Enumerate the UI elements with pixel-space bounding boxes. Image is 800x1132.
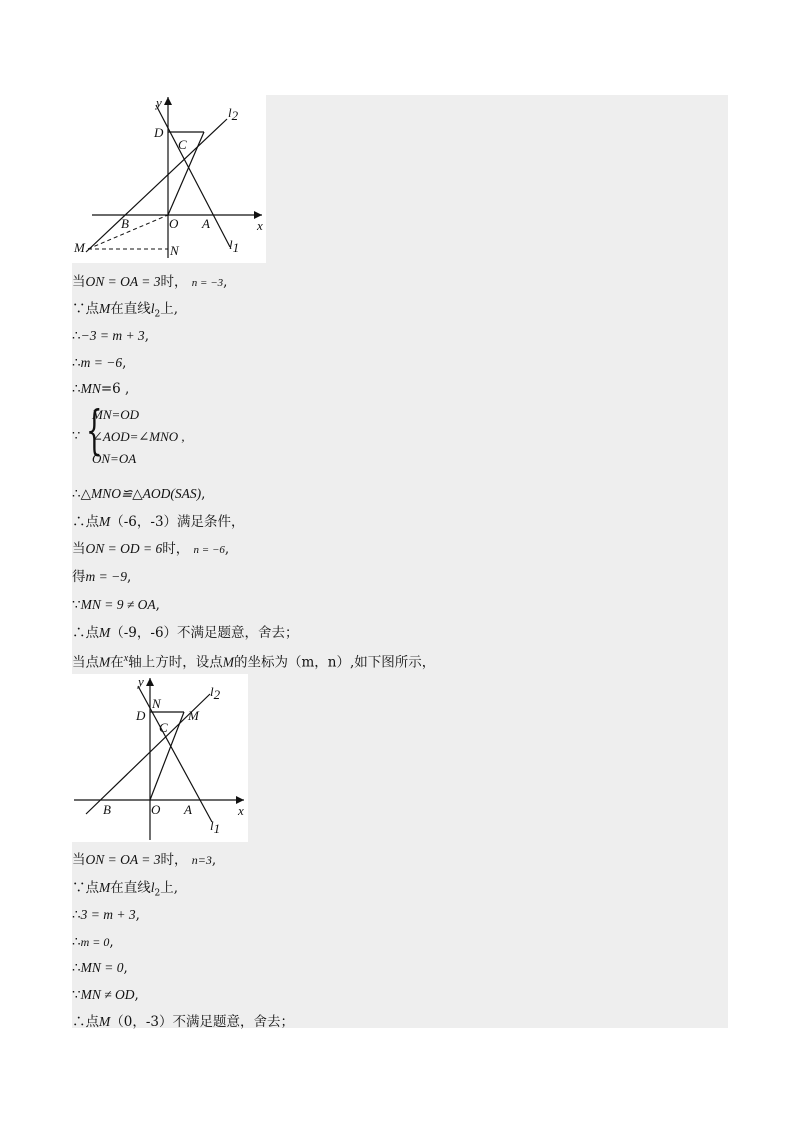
brace: { xyxy=(86,401,103,461)
label-l1: l1 xyxy=(210,818,221,836)
label-x: x xyxy=(238,803,244,818)
label-y: y xyxy=(156,95,162,110)
line-4: ∴m = −6, xyxy=(72,355,127,371)
label-d: D xyxy=(136,708,146,723)
label-b: B xyxy=(103,802,111,817)
line-14: ∵点M在直线$l_2$上, xyxy=(72,880,179,899)
line-2: ∵点M在直线$l_2$上, xyxy=(72,301,179,320)
line-5: ∴MN=6 , xyxy=(72,381,130,397)
label-d: D xyxy=(154,125,164,140)
figure-2 xyxy=(72,674,248,842)
label-b: B xyxy=(121,216,129,231)
label-l2: l2 xyxy=(228,105,239,123)
line-3: ∴−3 = m + 3, xyxy=(72,328,149,344)
line-l1 xyxy=(138,686,212,822)
label-o: O xyxy=(151,802,161,817)
because-symbol: ∵ xyxy=(72,429,81,444)
system-row-2: ∠AOD=∠MNO , xyxy=(92,429,185,444)
line-18: ∵MN ≠ OD, xyxy=(72,987,139,1003)
equation-system xyxy=(72,401,272,471)
line-6: ∴△MNO≌△AOD(SAS), xyxy=(72,486,206,502)
line-13: 当ON = OA = 3时， n=3, xyxy=(72,852,217,868)
label-l2: l2 xyxy=(210,684,221,702)
y-axis-arrow xyxy=(164,97,172,105)
label-l1: l1 xyxy=(229,237,240,255)
line-17: ∴MN = 0, xyxy=(72,960,128,976)
label-m: M xyxy=(188,708,199,723)
label-y: y xyxy=(138,674,144,689)
label-n: N xyxy=(152,696,161,711)
label-a: A xyxy=(184,802,192,817)
system-row-1: MN=OD xyxy=(92,407,140,422)
line-1: 当ON = OA = 3时， n = −3, xyxy=(72,274,228,290)
line-10: ∵MN = 9 ≠ OA, xyxy=(72,597,160,613)
label-c: C xyxy=(178,137,187,152)
label-o: O xyxy=(169,216,179,231)
label-c: C xyxy=(159,720,168,735)
figure-1-diagram xyxy=(72,95,266,263)
label-n: N xyxy=(170,243,179,258)
label-x: x xyxy=(257,218,263,233)
figure-1 xyxy=(72,95,266,263)
label-a: A xyxy=(202,216,210,231)
line-7: ∴点M（-6，-3）满足条件， xyxy=(72,514,245,530)
line-11: ∴点M（-9，-6）不满足题意，舍去； xyxy=(72,625,299,641)
system-row-3: ON=OA xyxy=(92,451,137,466)
figure-2-diagram xyxy=(72,674,248,842)
line-15: ∴3 = m + 3, xyxy=(72,907,140,923)
line-16: ∴m = 0, xyxy=(72,934,114,950)
line-8: 当ON = OD = 6时， n = −6, xyxy=(72,541,230,557)
line-12: 当点M在$^x$轴上方时，设点M的坐标为（m，n）,如下图所示， xyxy=(72,653,436,671)
y-axis-arrow xyxy=(146,678,154,686)
label-m: M xyxy=(74,240,85,255)
line-19: ∴点M（0，-3）不满足题意，舍去； xyxy=(72,1014,294,1030)
line-9: 得m = −9, xyxy=(72,569,132,585)
